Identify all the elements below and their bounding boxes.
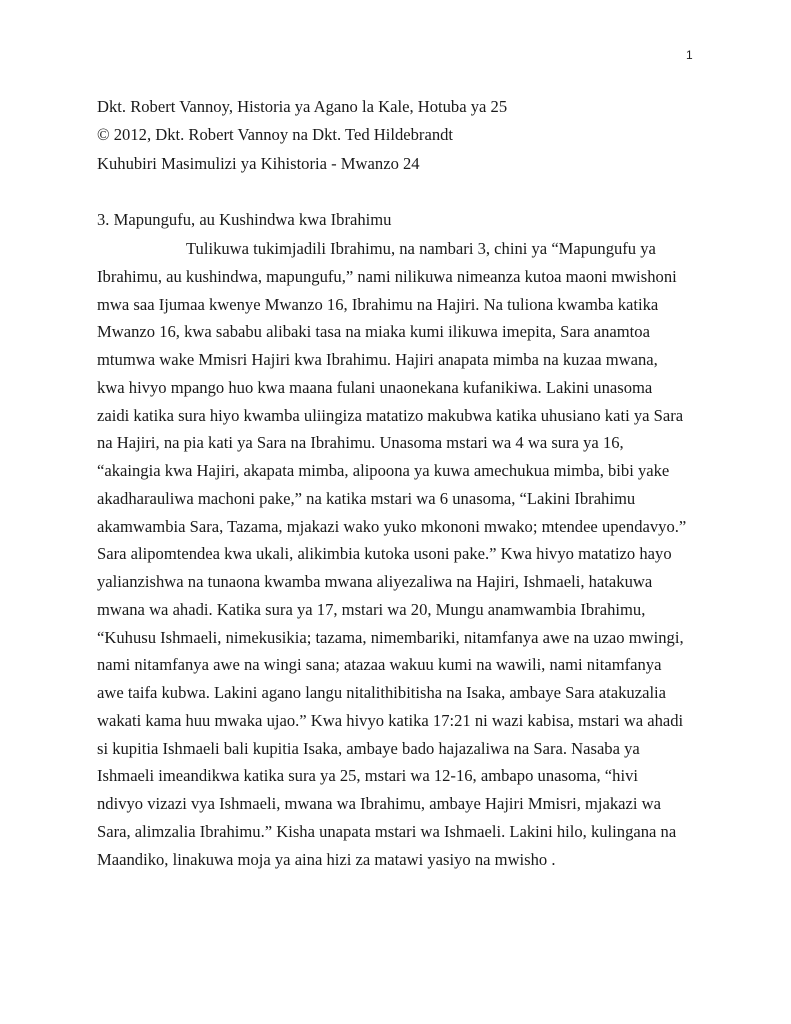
header-lecture-title: Dkt. Robert Vannoy, Historia ya Agano la Kale, Hotuba ya 25	[97, 97, 508, 116]
body-line: Mwanzo 16, kwa sababu alibaki tasa na miaka kumi ilikuwa imepita, Sara anamtoa	[97, 322, 650, 342]
body-line: Ishmaeli imeandikwa katika sura ya 25, mstari wa 12-16, ambapo unasoma, “hivi	[97, 766, 638, 786]
body-line: Tulikuwa tukimjadili Ibrahimu, na nambari 3, chini ya “Mapungufu ya	[186, 239, 656, 258]
body-line: akamwambia Sara, Tazama, mjakazi wako yuko mkononi mwako; mtendee upendavyo.”	[97, 516, 687, 536]
body-line: Ibrahimu, au kushindwa, mapungufu,” nami nilikuwa nimeanza kutoa maoni mwishoni	[97, 266, 677, 286]
document-header	[97, 93, 707, 178]
body-line: akadharauliwa machoni pake,” na katika mstari wa 6 unasoma, “Lakini Ibrahimu	[97, 488, 636, 508]
body-line: Sara alipomtendea kwa ukali, alikimbia kutoka usoni pake.” Kwa hivyo matatizo hayo	[97, 544, 672, 564]
body-line: awe taifa kubwa. Lakini agano langu nitalithibitisha na Isaka, ambaye Sara atakuzalia	[97, 683, 667, 702]
header-copyright: © 2012, Dkt. Robert Vannoy na Dkt. Ted Hildebrandt	[97, 125, 454, 145]
body-line: zaidi katika sura hiyo kwamba uliingiza matatizo makubwa katika uhusiano kati ya Sara	[97, 405, 684, 425]
body-line: kwa hivyo mpango huo kwa maana fulani unaonekana kufanikiwa. Lakini unasoma	[97, 377, 653, 397]
body-line: yalianzishwa na tunaona kwamba mwana aliyezaliwa na Hajiri, Ishmaeli, hatakuwa	[97, 572, 653, 591]
body-line: Sara, alimzalia Ibrahimu.” Kisha unapata mstari wa Ishmaeli. Lakini hilo, kulingana na	[97, 821, 677, 841]
body-line: na Hajiri, na pia kati ya Sara na Ibrahimu. Unasoma mstari wa 4 wa sura ya 16,	[97, 433, 624, 453]
body-line: ndivyo vizazi vya Ishmaeli, mwana wa Ibrahimu, ambaye Hajiri Mmisri, mjakazi wa	[97, 794, 662, 813]
body-line: Maandiko, linakuwa moja ya aina hizi za matawi yasiyo na mwisho .	[97, 849, 556, 869]
header-lecture-topic: Kuhubiri Masimulizi ya Kihistoria - Mwanzo 24	[97, 153, 420, 173]
body-line: mtumwa wake Mmisri Hajiri kwa Ibrahimu. Hajiri anapata mimba na kuzaa mwana,	[97, 350, 658, 369]
body-line: mwa saa Ijumaa kwenye Mwanzo 16, Ibrahimu na Hajiri. Na tuliona kwamba katika	[97, 294, 659, 314]
page-number: 1	[686, 48, 693, 62]
body-line: nami nitamfanya awe na wingi sana; atazaa wakuu kumi na wawili, nami nitamfanya	[97, 655, 662, 675]
section-heading: 3. Mapungufu, au Kushindwa kwa Ibrahimu	[97, 210, 392, 229]
body-line: si kupitia Ishmaeli bali kupitia Isaka, ambaye bado hajazaliwa na Sara. Nasaba ya	[97, 738, 640, 758]
body-line: wakati kama huu mwaka ujao.” Kwa hivyo katika 17:21 ni wazi kabisa, mstari wa ahadi	[97, 710, 684, 730]
body-line: mwana wa ahadi. Katika sura ya 17, mstari wa 20, Mungu anamwambia Ibrahimu,	[97, 599, 646, 619]
body-line: “Kuhusu Ishmaeli, nimekusikia; tazama, nimembariki, nitamfanya awe na uzao mwingi,	[97, 627, 684, 647]
body-line: “akaingia kwa Hajiri, akapata mimba, alipoona ya kuwa amechukua mimba, bibi yake	[97, 461, 670, 480]
body-paragraph	[97, 235, 707, 873]
